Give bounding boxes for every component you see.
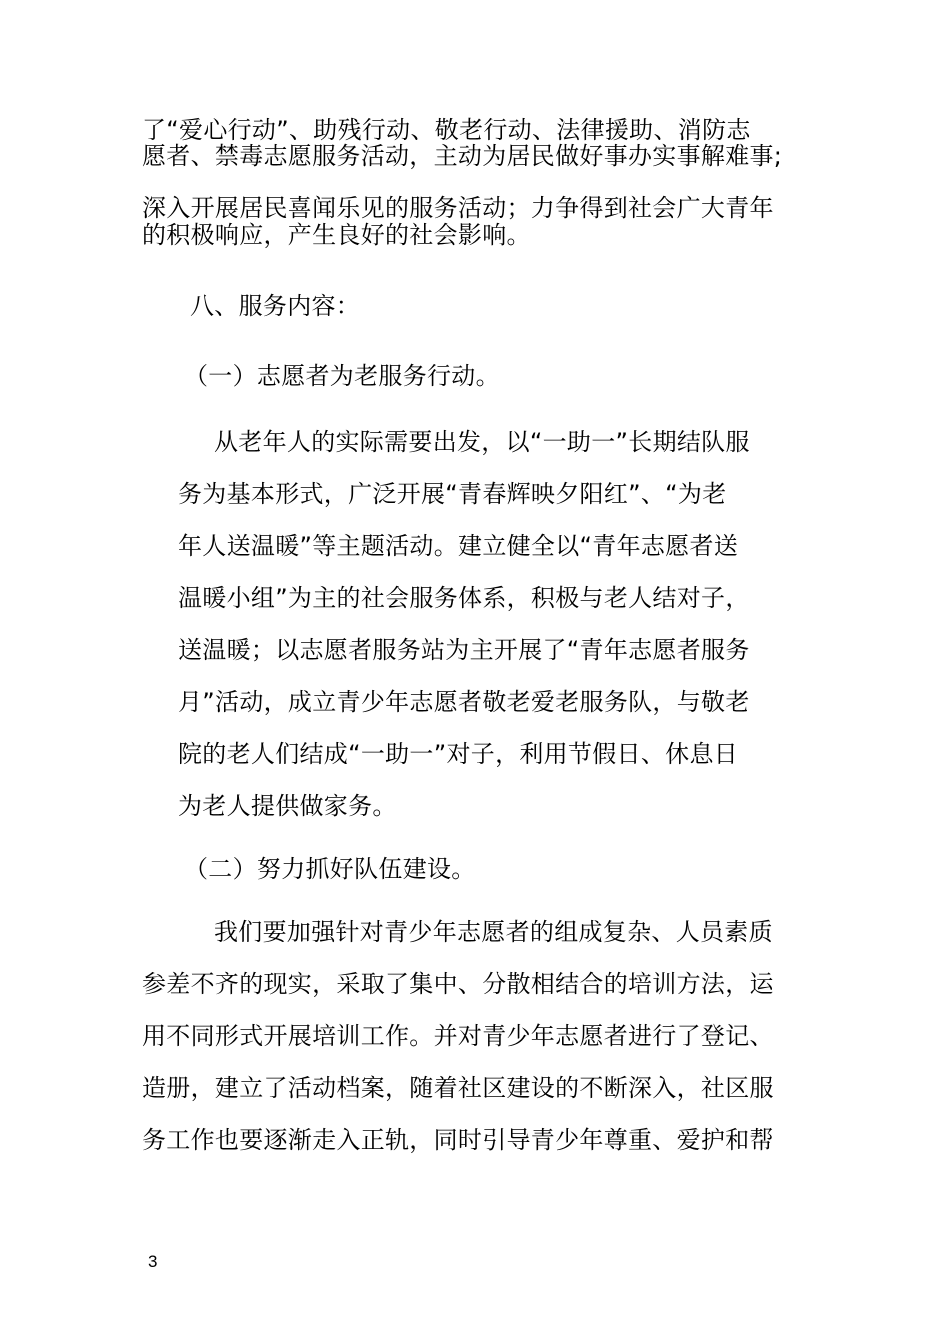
- body-text-line: 造册，建立了活动档案，随着社区建设的不断深入，社区服: [142, 1074, 774, 1102]
- section-heading: 八、服务内容：: [190, 292, 361, 320]
- body-text-line: 深入开展居民喜闻乐见的服务活动；力争得到社会广大青年: [142, 194, 774, 222]
- subsection-heading: （一）志愿者为老服务行动。: [184, 362, 500, 390]
- body-text-line: 送温暖；以志愿者服务站为主开展了“青年志愿者服务: [178, 636, 750, 664]
- body-text-line: 温暖小组”为主的社会服务体系，积极与老人结对子，: [178, 584, 750, 612]
- body-text-line: 了“爱心行动”、助残行动、敬老行动、法律援助、消防志: [142, 116, 751, 144]
- body-text-line: 年人送温暖”等主题活动。建立健全以“青年志愿者送: [178, 532, 739, 560]
- body-text-line: 参差不齐的现实，采取了集中、分散相结合的培训方法，运: [142, 970, 774, 998]
- body-text-line: 院的老人们结成“一助一”对子，利用节假日、休息日: [178, 740, 739, 768]
- body-text-line: 务工作也要逐渐走入正轨，同时引导青少年尊重、爱护和帮: [142, 1126, 774, 1154]
- body-text-line: 为老人提供做家务。: [178, 792, 397, 820]
- subsection-heading: （二）努力抓好队伍建设。: [184, 855, 476, 883]
- page-number: 3: [148, 1252, 158, 1271]
- body-text-line: 用不同形式开展培训工作。并对青少年志愿者进行了登记、: [142, 1022, 774, 1050]
- body-text-line: 愿者、禁毒志愿服务活动，主动为居民做好事办实事解难事;: [142, 142, 783, 170]
- body-text-line: 的积极响应，产生良好的社会影响。: [142, 221, 531, 249]
- body-text-line: 从老年人的实际需要出发，以“一助一”长期结队服: [214, 428, 750, 456]
- body-text-line: 月”活动，成立青少年志愿者敬老爱老服务队，与敬老: [178, 688, 750, 716]
- body-text-line: 务为基本形式，广泛开展“青春辉映夕阳红”、“为老: [178, 480, 727, 508]
- body-text-line: 我们要加强针对青少年志愿者的组成复杂、人员素质: [214, 918, 773, 946]
